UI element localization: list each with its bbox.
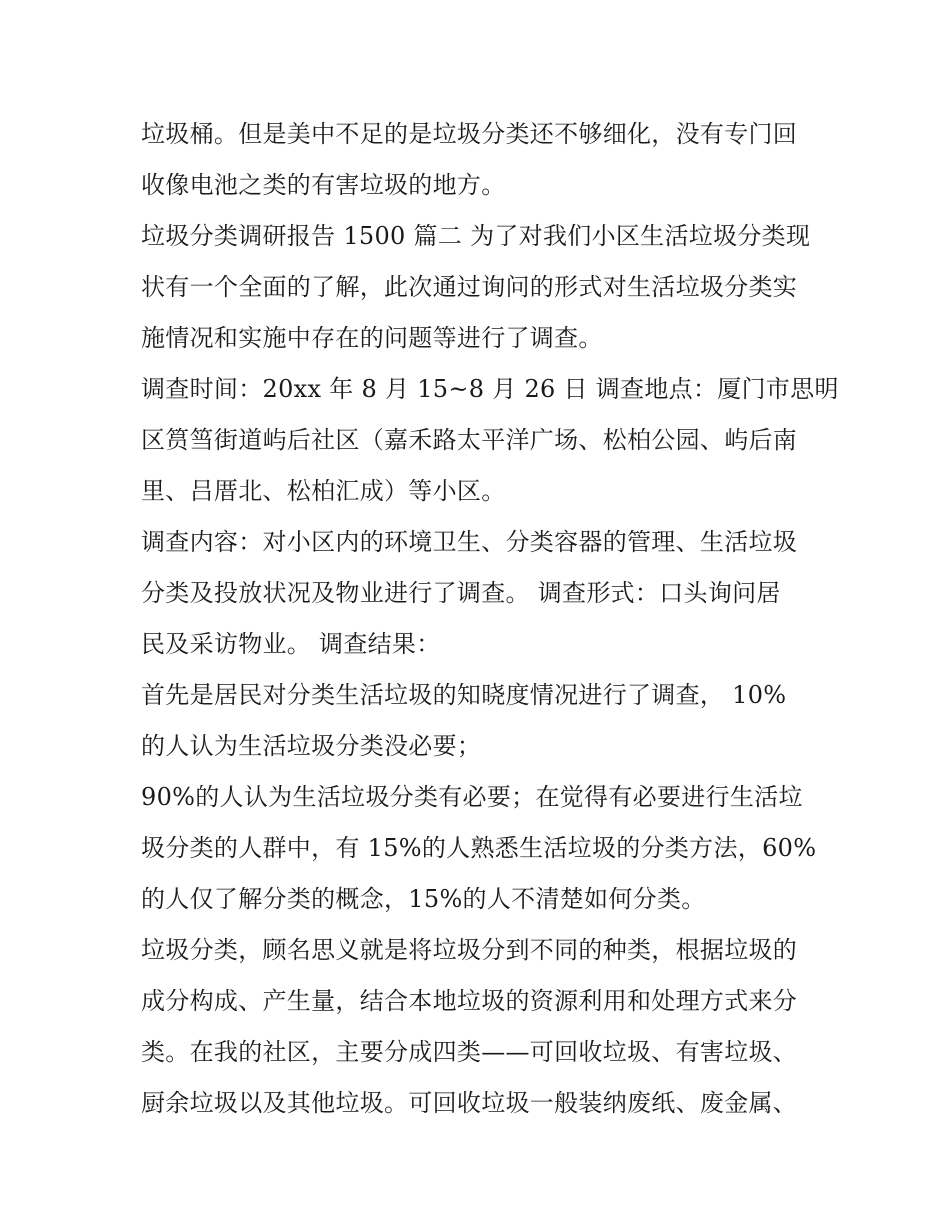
text-line: 的人仅了解分类的概念，15%的人不清楚如何分类。 [141, 885, 706, 913]
text-line: 首先是居民对分类生活垃圾的知晓度情况进行了调查， 10% [141, 681, 787, 709]
text-line: 里、吕厝北、松柏汇成）等小区。 [141, 477, 506, 505]
document-body [141, 109, 839, 1129]
text-line: 的人认为生活垃圾分类没必要； [141, 732, 482, 760]
text-line: 90%的人认为生活垃圾分类有必要；在觉得有必要进行生活垃 [141, 783, 803, 811]
text-line: 类。在我的社区，主要分成四类——可回收垃圾、有害垃圾、 [141, 1038, 798, 1066]
text-line: 分类及投放状况及物业进行了调查。 调查形式：口头询问居 [141, 579, 781, 607]
text-line: 圾分类的人群中，有 15%的人熟悉生活垃圾的分类方法，60% [141, 834, 817, 862]
text-line: 调查内容：对小区内的环境卫生、分类容器的管理、生活垃圾 [141, 528, 798, 556]
text-line: 垃圾分类，顾名思义就是将垃圾分到不同的种类，根据垃圾的 [141, 936, 798, 964]
text-line: 成分构成、产生量，结合本地垃圾的资源利用和处理方式来分 [141, 987, 798, 1015]
text-line: 收像电池之类的有害垃圾的地方。 [141, 171, 506, 199]
text-line: 垃圾桶。但是美中不足的是垃圾分类还不够细化，没有专门回 [141, 120, 798, 148]
text-line: 施情况和实施中存在的问题等进行了调查。 [141, 324, 603, 352]
text-line: 状有一个全面的了解，此次通过询问的形式对生活垃圾分类实 [141, 273, 798, 301]
text-line: 垃圾分类调研报告 1500 篇二 为了对我们小区生活垃圾分类现 [141, 222, 811, 250]
text-line: 调查时间：20xx 年 8 月 15~8 月 26 日 调查地点：厦门市思明 [141, 375, 839, 403]
text-line: 民及采访物业。 调查结果： [141, 630, 441, 658]
text-line: 厨余垃圾以及其他垃圾。可回收垃圾一般装纳废纸、废金属、 [141, 1089, 798, 1117]
text-line: 区筼筜街道屿后社区（嘉禾路太平洋广场、松柏公园、屿后南 [141, 426, 798, 454]
